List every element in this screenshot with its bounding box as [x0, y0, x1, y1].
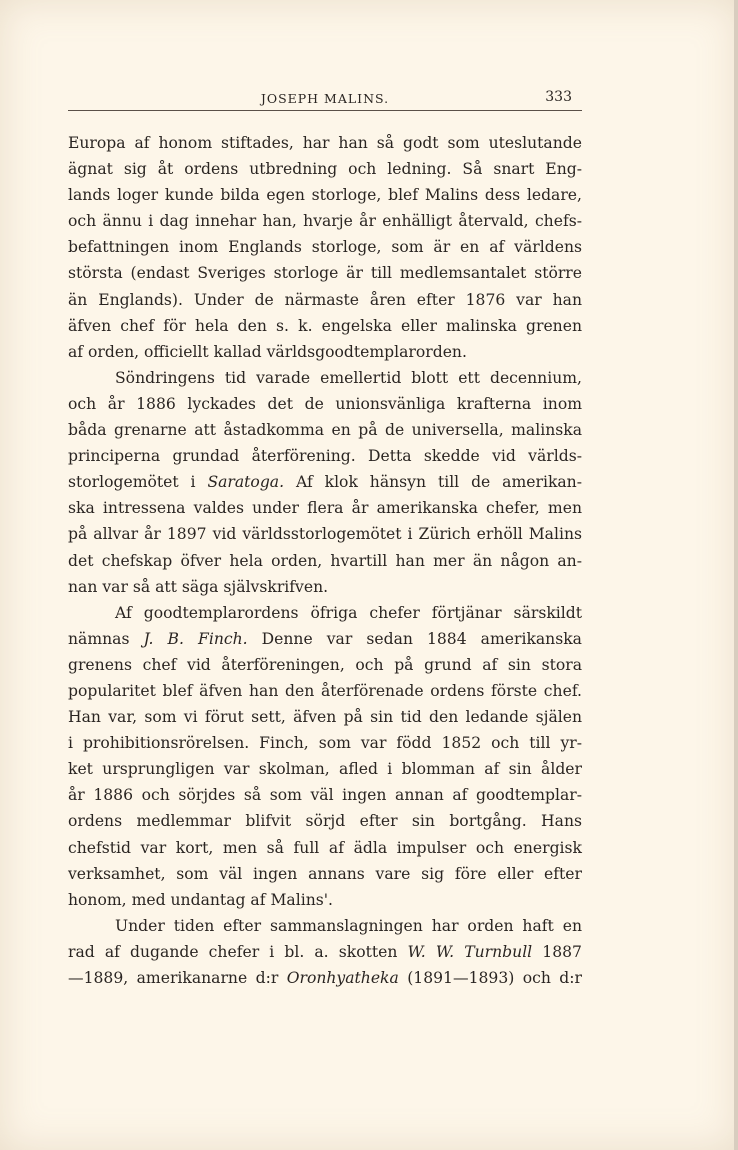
text-line: Han var, som vi förut sett, äfven på sin tid den ledande själen: [68, 708, 582, 727]
text-line: popularitet blef äfven han den återförenade ordens förste chef.: [68, 681, 582, 700]
italic-name: J. B. Finch.: [143, 629, 248, 648]
text-line: båda grenarne att åstadkomma en på de universella, malinska: [68, 421, 582, 440]
text-segment: nämnas: [68, 629, 144, 648]
text-line: nan var så att säga självskrifven.: [68, 577, 329, 596]
text-line: i prohibitionsrörelsen. Finch, som var född 1852 och till yr-: [68, 734, 582, 753]
italic-name: Saratoga.: [207, 473, 285, 492]
text-line: Europa af honom stiftades, har han så godt som uteslutande: [68, 134, 582, 152]
text-line: [68, 939, 582, 965]
text-line: verksamhet, som väl ingen annans vare sig före eller efter: [68, 864, 582, 883]
text-line: Söndringens tid varade emellertid blott ett decennium,: [115, 368, 582, 387]
text-line: af orden, officiellt kallad världsgoodtemplarorden.: [68, 342, 467, 361]
text-line: lands loger kunde bilda egen storloge, blef Malins dess ledare,: [68, 186, 582, 205]
text-line: ska intressena valdes under flera år amerikanska chefer, men: [68, 499, 582, 518]
text-line: det chefskap öfver hela orden, hvartill han mer än någon an-: [68, 551, 582, 570]
text-line: [68, 965, 582, 991]
text-segment: Denne var sedan 1884 amerikanska: [247, 629, 582, 648]
page-number: 333: [545, 89, 572, 105]
text-line: [68, 626, 582, 652]
text-segment: —1889, amerikanarne d:r: [68, 969, 287, 987]
text-line: [68, 469, 582, 495]
body-text: [68, 130, 582, 991]
page-edge: [734, 0, 738, 1150]
text-segment: Af klok hänsyn till de amerikan-: [284, 473, 582, 492]
text-line: honom, med undantag af Malins'.: [68, 890, 333, 909]
text-segment: storlogemötet i: [68, 473, 208, 492]
text-line: chefstid var kort, men så full af ädla impulser och energisk: [68, 838, 582, 857]
text-line: grenens chef vid återföreningen, och på grund af sin stora: [68, 655, 582, 674]
text-line: och ännu i dag innehar han, hvarje år enhälligt återvald, chefs-: [68, 212, 582, 231]
text-line: ket ursprungligen var skolman, afled i blomman af sin ålder: [68, 760, 582, 779]
text-line: största (endast Sveriges storloge är till medlemsantalet större: [68, 264, 582, 283]
italic-name: W. W. Turnbull: [407, 942, 533, 961]
text-line: ordens medlemmar blifvit sörjd efter sin bortgång. Hans: [68, 812, 582, 831]
text-line: äfven chef för hela den s. k. engelska eller malinska grenen: [68, 316, 582, 335]
text-line: och år 1886 lyckades det de unionsvänliga krafterna inom: [68, 394, 582, 413]
text-segment: 1887: [532, 942, 582, 961]
text-line: Af goodtemplarordens öfriga chefer förtjänar särskildt: [115, 603, 582, 622]
text-line: Under tiden efter sammanslagningen har orden haft en: [115, 916, 582, 935]
text-segment: rad af dugande chefer i bl. a. skotten: [68, 942, 408, 961]
text-line: på allvar år 1897 vid världsstorlogemötet i Zürich erhöll Malins: [68, 525, 582, 544]
text-line: år 1886 och sörjdes så som väl ingen annan af goodtemplar-: [68, 786, 582, 805]
italic-name: Oronhyatheka: [286, 969, 399, 987]
text-line: än Englands). Under de närmaste åren efter 1876 var han: [68, 290, 582, 309]
text-line: befattningen inom Englands storloge, som är en af världens: [68, 238, 582, 257]
text-line: ägnat sig åt ordens utbredning och ledning. Så snart Eng-: [68, 160, 582, 179]
text-line: principerna grundad återförening. Detta skedde vid världs-: [68, 447, 582, 466]
text-segment: (1891—1893) och d:r: [398, 969, 582, 987]
running-title: JOSEPH MALINS.: [260, 91, 390, 106]
page-header: [68, 86, 582, 111]
